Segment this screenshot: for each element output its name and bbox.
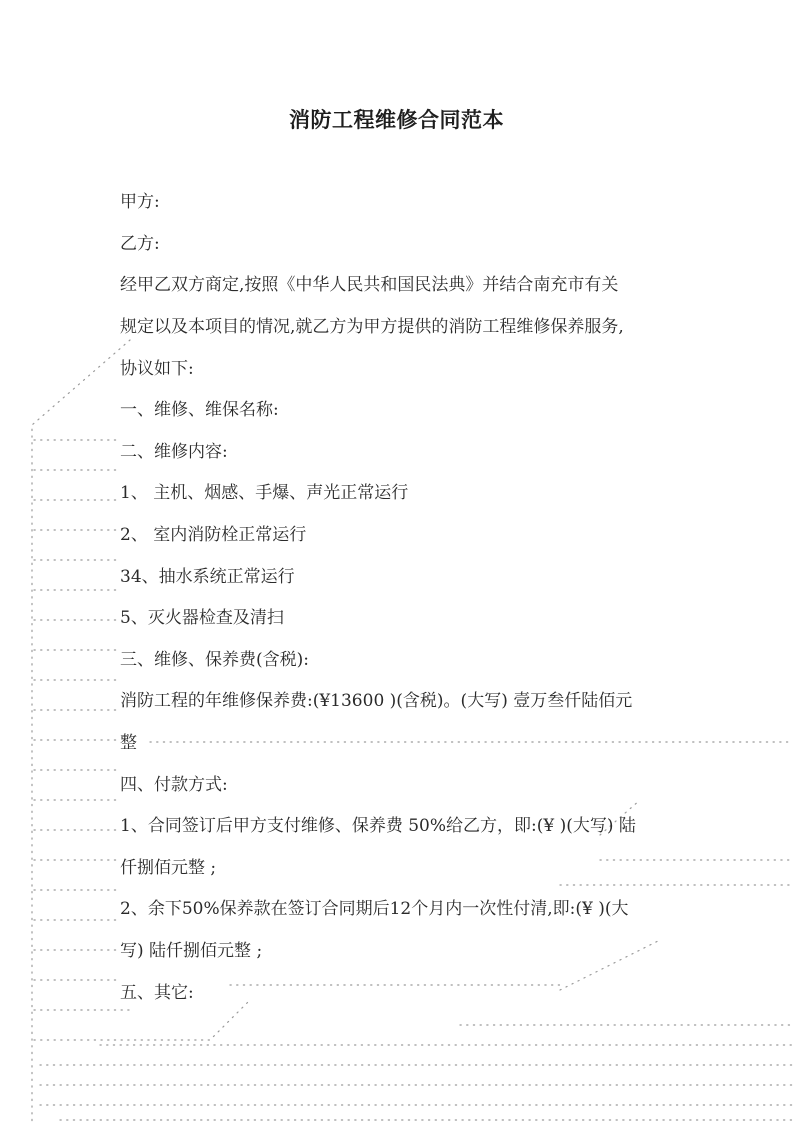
- payment-1-line-2: 仟捌佰元整 ;: [120, 858, 217, 878]
- list-item: 34、抽水系统正常运行: [120, 567, 295, 587]
- payment-2-line-1: 2、余下50%保养款在签订合同期后12个月内一次性付清,即:(¥ )(大: [120, 899, 629, 919]
- party-a-line: 甲方:: [120, 192, 160, 212]
- section-3-heading: 三、维修、保养费(含税):: [120, 650, 309, 670]
- fee-line-1: 消防工程的年维修保养费:(¥13600 )(含税)。(大写) 壹万叁仟陆佰元: [120, 691, 633, 711]
- list-item: 1、 主机、烟感、手爆、声光正常运行: [120, 483, 409, 503]
- list-item: 2、 室内消防栓正常运行: [120, 525, 307, 545]
- fee-line-2: 整: [120, 733, 137, 753]
- list-item: 5、灭火器检查及清扫: [120, 608, 284, 628]
- section-1-heading: 一、维修、维保名称:: [120, 400, 279, 420]
- payment-1-line-1: 1、合同签订后甲方支付维修、保养费 50%给乙方，即:(¥ )(大写) 陆: [120, 816, 636, 836]
- section-4-heading: 四、付款方式:: [120, 775, 228, 795]
- contract-title: 消防工程维修合同范本: [289, 107, 504, 132]
- section-5-heading: 五、其它:: [120, 983, 194, 1003]
- party-b-line: 乙方:: [120, 234, 160, 254]
- preamble-line-1: 经甲乙双方商定,按照《中华人民共和国民法典》并结合南充市有关: [120, 275, 619, 295]
- payment-2-line-2: 写) 陆仟捌佰元整 ;: [120, 941, 263, 961]
- preamble-line-3: 协议如下:: [120, 359, 194, 379]
- preamble-line-2: 规定以及本项目的情况,就乙方为甲方提供的消防工程维修保养服务,: [120, 317, 624, 337]
- section-2-heading: 二、维修内容:: [120, 442, 228, 462]
